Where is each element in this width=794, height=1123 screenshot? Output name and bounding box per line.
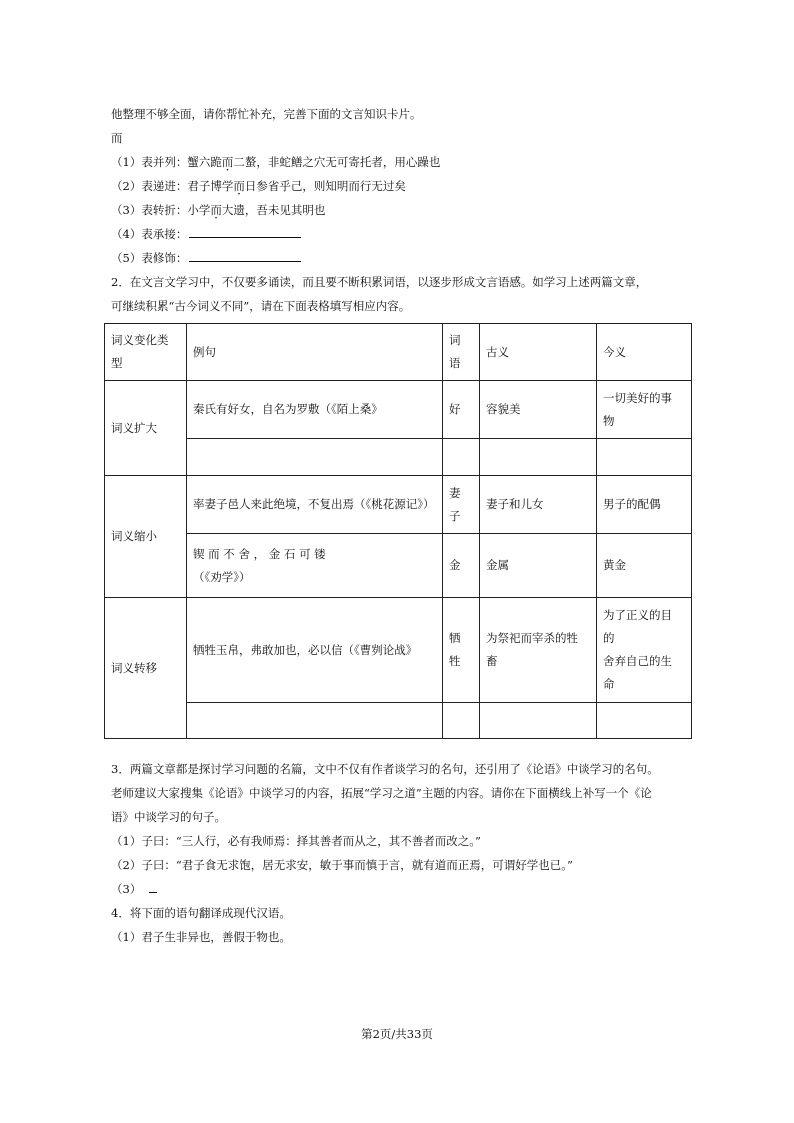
answer-blank[interactable]: [189, 250, 301, 262]
modern-cell: 黄金: [597, 534, 692, 598]
q3-line-2: 老师建议大家搜集《论语》中谈学习的内容，拓展“学习之道”主题的内容。请你在下面横线上补写一个《论: [111, 786, 652, 800]
blank-cell[interactable]: [480, 703, 597, 739]
ancient-cell: 容貌美: [480, 381, 597, 439]
header-type: 词义变化类 型: [105, 324, 187, 381]
blank-cell[interactable]: [443, 703, 480, 739]
header-modern: 今义: [597, 324, 692, 381]
example-cell: 秦氏有好女，自名为罗敷（《陌上桑》: [187, 381, 443, 439]
blank-cell[interactable]: [443, 439, 480, 476]
emphasis-mark: 而: [233, 179, 245, 193]
q4-line-1: 4．将下面的语句翻译成现代汉语。: [111, 906, 291, 920]
type-shift: 词义转移: [105, 598, 187, 739]
ancient-cell: 为祭祀而宰杀的牲 畜: [480, 598, 597, 703]
modern-cell: 为了正义的目 的 舍弃自己的生 命: [597, 598, 692, 703]
q2-line-1: 2．在文言文学习中，不仅要多诵读，而且要不断积累词语，以逐步形成文言语感。如学习上述两篇文章，: [111, 275, 648, 289]
modern-cell: 男子的配偶: [597, 476, 692, 534]
blank-cell[interactable]: [187, 703, 443, 739]
table-row-blank: [105, 703, 692, 739]
er-item-4: （4）表承接：: [111, 226, 301, 242]
er-item-2: （2）表递进：君子博学而日参省乎己，则知明而行无过矣: [111, 179, 406, 193]
example-cell: 牺牲玉帛，弗敢加也，必以信（《曹刿论战》: [187, 598, 443, 703]
table-header-row: [105, 324, 692, 381]
example-cell: 率妻子邑人来此绝境，不复出焉（《桃花源记》）: [187, 476, 443, 534]
er-item-3: （3）表转折：小学而大遗，吾未见其明也: [111, 203, 326, 217]
emphasis-mark: 而: [221, 155, 234, 169]
table-row: [105, 598, 692, 703]
header-word: 词 语: [443, 324, 480, 381]
q3-line-1: 3．两篇文章都是探讨学习问题的名篇，文中不仅有作者谈学习的名句，还引用了《论语》中谈学习的名句。: [111, 762, 659, 776]
word-cell: 好: [443, 381, 480, 439]
blank-cell[interactable]: [187, 439, 443, 476]
keyword-er: 而: [111, 131, 123, 145]
er-item-1: （1）表并列：蟹六跪而二螯，非蛇鳝之穴无可寄托者，用心躁也: [111, 155, 441, 169]
modern-cell: 一切美好的事 物: [597, 381, 692, 439]
intro-text: 他整理不够全面，请你帮忙补充，完善下面的文言知识卡片。: [111, 107, 422, 121]
page-footer: 第2页/共33页: [361, 1027, 433, 1041]
type-expand: 词义扩大: [105, 381, 187, 476]
table-row: [105, 476, 692, 534]
word-cell: 妻 子: [443, 476, 480, 534]
ancient-cell: 金属: [480, 534, 597, 598]
blank-cell[interactable]: [597, 439, 692, 476]
q3-line-3: 语》中谈学习的句子。: [111, 810, 226, 824]
answer-blank[interactable]: [149, 881, 157, 893]
emphasis-mark: 而: [210, 203, 222, 217]
example-cell: 锲 而 不 舍 ， 金 石 可 镂 （《劝学》）: [187, 534, 443, 598]
table-row: [105, 381, 692, 439]
answer-blank[interactable]: [189, 226, 301, 238]
q3-item-2: （2）子曰：“君子食无求饱，居无求安，敏于事而慎于言，就有道而正焉，可谓好学也已。”: [111, 858, 573, 872]
word-cell: 金: [443, 534, 480, 598]
blank-cell[interactable]: [480, 439, 597, 476]
word-cell: 牺 牲: [443, 598, 480, 703]
q2-line-2: 可继续积累“古今词义不同”，请在下面表格填写相应内容。: [111, 299, 411, 313]
header-ancient: 古义: [480, 324, 597, 381]
table-row: [105, 534, 692, 598]
table-row-blank: [105, 439, 692, 476]
blank-cell[interactable]: [597, 703, 692, 739]
type-narrow: 词义缩小: [105, 476, 187, 598]
q3-item-1: （1）子曰：“三人行，必有我师焉：择其善者而从之，其不善者而改之。”: [111, 834, 481, 848]
ancient-cell: 妻子和儿女: [480, 476, 597, 534]
header-example: 例句: [187, 324, 443, 381]
er-item-5: （5）表修饰：: [111, 250, 301, 266]
q3-item-3: （3）: [111, 881, 157, 897]
word-meaning-table: [104, 323, 692, 739]
q4-item-1: （1）君子生非异也，善假于物也。: [111, 930, 291, 944]
